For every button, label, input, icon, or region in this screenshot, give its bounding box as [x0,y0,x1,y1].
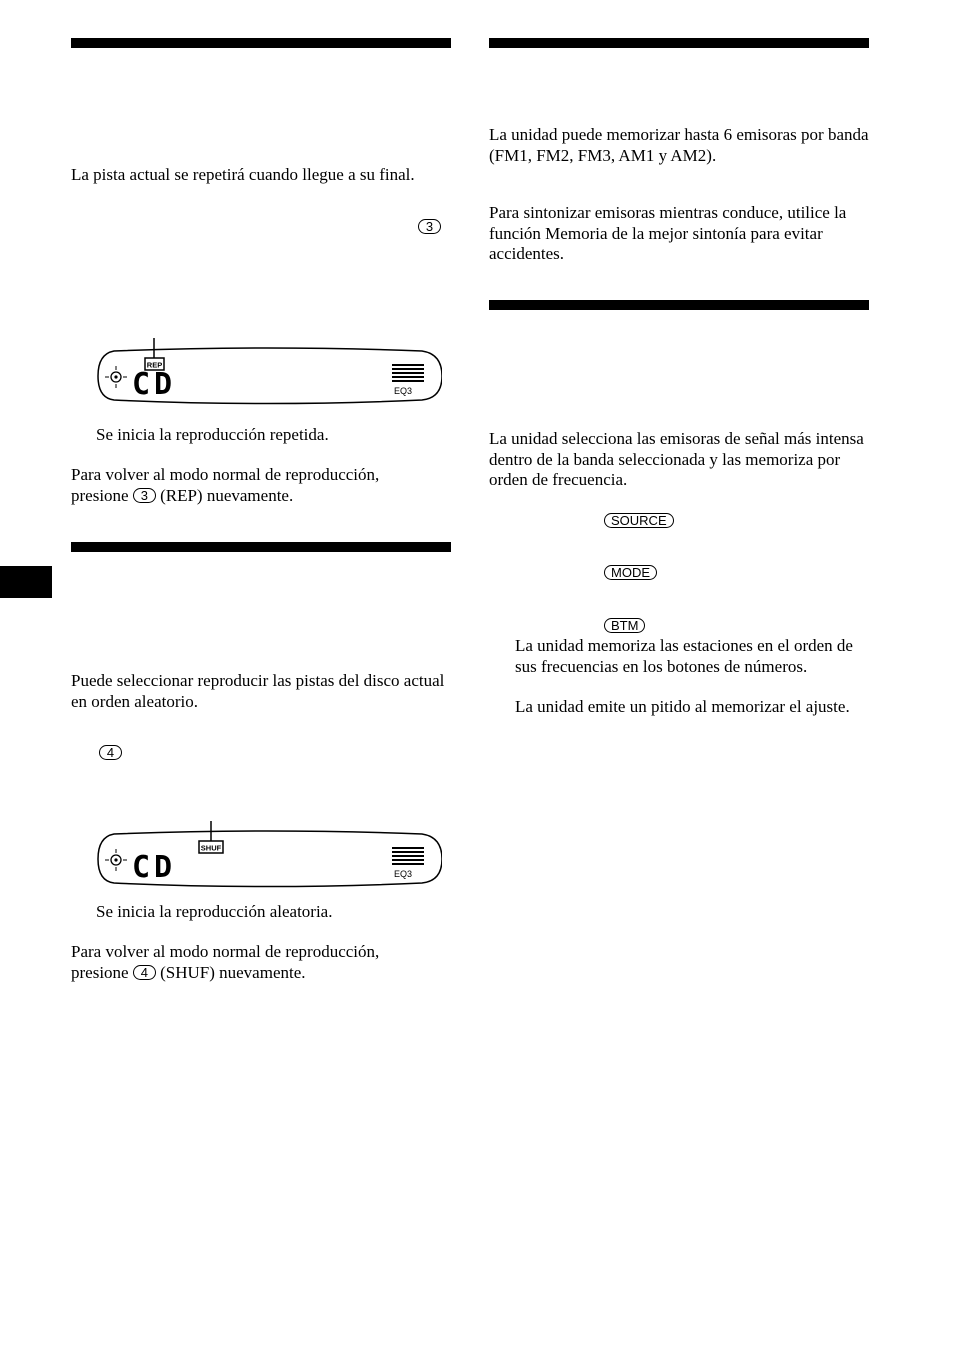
btm-key: BTM [604,618,645,633]
disc-icon [105,366,127,388]
section-bar-btm [489,300,869,310]
lcd-display-repeat [96,336,442,406]
equalizer-icon [392,364,424,382]
repeat-back-instructions [71,465,436,506]
shuffle-key-4: 4 [99,745,122,760]
shuffle-intro: Puede seleccionar reproducir las pistas del disco actual en orden aleatorio. [71,671,445,711]
btm-intro: La unidad selecciona las emisoras de señal más intensa dentro de la banda seleccionada y las memoriza por orden de frecuencia. [489,429,864,489]
memory-intro: La unidad puede memorizar hasta 6 emisoras por banda (FM1, FM2, FM3, AM1 y AM2). [489,125,869,165]
lcd-display-shuffle [96,819,442,889]
shuffle-back-text-end: (SHUF) nuevamente. [160,962,306,982]
btm-result-2: La unidad emite un pitido al memorizar el ajuste. [515,697,850,716]
repeat-started: Se inicia la reproducción repetida. [96,425,329,444]
btm-result-1: La unidad memoriza las estaciones en el orden de sus frecuencias en los botones de números. [515,636,853,676]
source-key: SOURCE [604,513,674,528]
eq-label-shuffle: EQ3 [394,869,413,879]
eq-label-repeat: EQ3 [394,386,413,396]
lcd-text-shuffle: CD [132,850,177,885]
shuffle-back-instructions [71,942,436,983]
repeat-back-text-end: (REP) nuevamente. [160,485,294,505]
repeat-key-3: 3 [418,219,441,234]
equalizer-icon [392,847,424,865]
section-bar-shuffle [71,542,451,552]
shuffle-back-key-4: 4 [133,965,156,980]
section-bar-repeat [71,38,451,48]
repeat-back-text: Para volver al modo normal de reproducción, presione [71,465,380,505]
repeat-back-key-3: 3 [133,488,156,503]
repeat-indicator: REP [146,360,163,370]
memory-caution: Para sintonizar emisoras mientras conduce, utilice la función Memoria de la mejor sintonía para evitar accidentes. [489,203,847,263]
lcd-text-repeat: CD [132,367,177,402]
shuffle-indicator: SHUF [200,843,222,853]
shuffle-back-text: Para volver al modo normal de reproducción, presione [71,942,380,982]
section-bar-radio [489,38,869,48]
repeat-intro: La pista actual se repetirá cuando llegue a su final. [71,165,415,184]
page-side-tab [0,566,52,598]
disc-icon [105,849,127,871]
mode-key: MODE [604,565,657,580]
shuffle-started: Se inicia la reproducción aleatoria. [96,902,333,921]
